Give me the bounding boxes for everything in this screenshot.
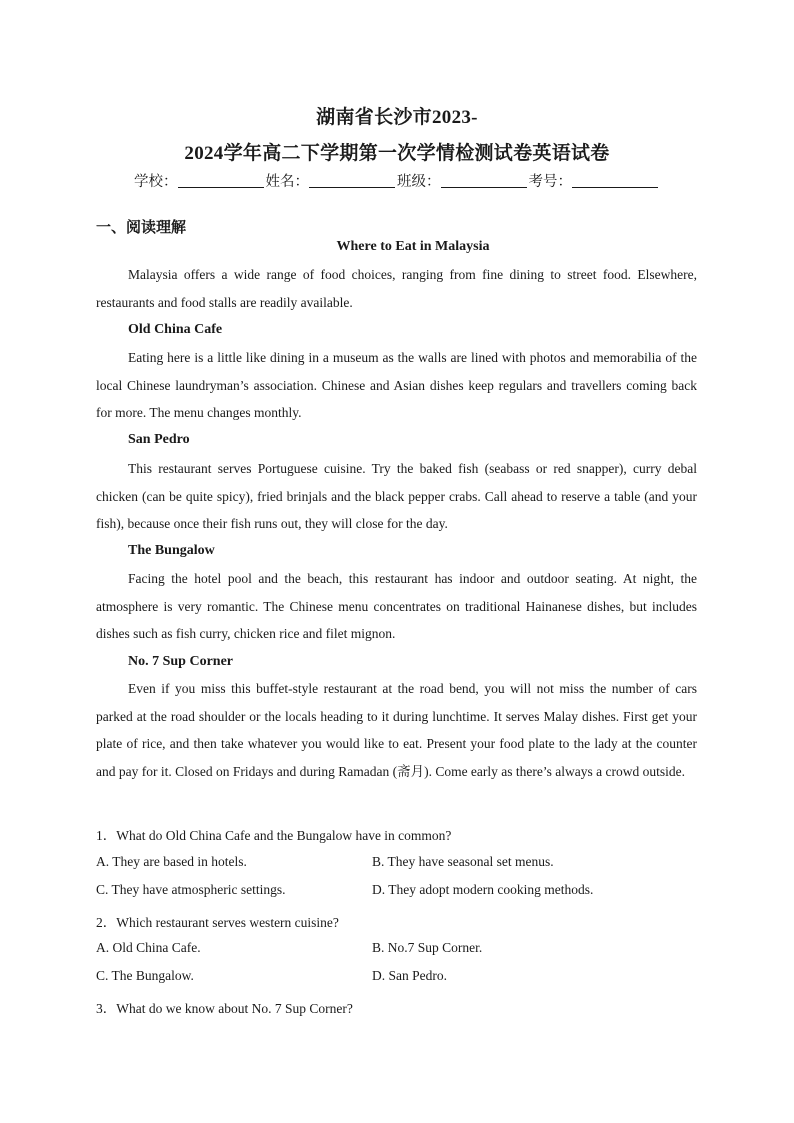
- section-heading: 一、阅读理解: [96, 220, 187, 236]
- restaurant-description: [96, 455, 697, 538]
- answer-option[interactable]: B. No.7 Sup Corner.: [372, 940, 483, 955]
- school-label: 学校：: [134, 174, 178, 190]
- name-blank[interactable]: [309, 173, 395, 188]
- restaurant-heading: San Pedro: [128, 432, 190, 447]
- restaurant-description-text: Eating here is a little like dining in a museum as the walls are lined with photos and memorabilia of the local Chinese laundryman’s association. Chinese and Asian dishes keep regulars and travellers coming back for more. The menu changes monthly.: [96, 350, 697, 421]
- passage-intro-text: Malaysia offers a wide range of food choices, ranging from fine dining to street food. Elsewhere, restaurants and food stalls are readily available.: [96, 267, 697, 310]
- answer-option[interactable]: A. They are based in hotels.: [96, 854, 247, 869]
- restaurant-description-text: Facing the hotel pool and the beach, this restaurant has indoor and outdoor seating. At night, the atmosphere is very romantic. The Chinese menu concentrates on traditional Hainanese dishes, but includes dishes such as fish curry, chicken rice and filet mignon.: [96, 571, 697, 642]
- answer-option[interactable]: C. The Bungalow.: [96, 968, 194, 983]
- exam-title-line-2: 2024学年高二下学期第一次学情检测试卷英语试卷: [184, 143, 610, 164]
- restaurant-heading: The Bungalow: [128, 543, 215, 558]
- class-label: 班级：: [397, 174, 441, 190]
- name-label: 姓名：: [265, 174, 309, 190]
- restaurant-description-text: Even if you miss this buffet-style restaurant at the road bend, you will not miss the number of cars parked at the road shoulder or the locals heading to it during lunchtime. It serves Malay dishes. First get your plate of rice, and then take whatever you would like to eat. Present your food plate to the lady at the counter and pay for it. Closed on Fridays and during Ramadan (斋月). Come early as there’s always a crowd outside.: [96, 681, 697, 779]
- restaurant-description: [96, 344, 697, 427]
- school-blank[interactable]: [178, 173, 264, 188]
- restaurant-description-text: This restaurant serves Portuguese cuisine. Try the baked fish (seabass or red snapper), curry debal chicken (can be quite spicy), fried brinjals and the black pepper crabs. Call ahead to reserve a table (and your fish), because once their fish runs out, they will close for the day.: [96, 461, 697, 532]
- restaurant-description: [96, 675, 697, 785]
- answer-option[interactable]: C. They have atmospheric settings.: [96, 882, 286, 897]
- restaurant-heading: No. 7 Sup Corner: [128, 654, 234, 669]
- student-info-line: [0, 170, 794, 191]
- restaurant-heading: Old China Cafe: [128, 322, 223, 337]
- answer-option[interactable]: D. They adopt modern cooking methods.: [372, 882, 594, 897]
- exam-number-label: 考号：: [528, 174, 572, 190]
- answer-option[interactable]: D. San Pedro.: [372, 968, 447, 983]
- question-stem: 3．What do we know about No. 7 Sup Corner?: [96, 1001, 353, 1016]
- passage-title: Where to Eat in Malaysia: [336, 239, 490, 254]
- passage-intro: [96, 261, 697, 316]
- exam-title-line-1: 湖南省长沙市2023-: [316, 107, 478, 128]
- restaurant-description: [96, 565, 697, 648]
- exam-number-blank[interactable]: [572, 173, 658, 188]
- answer-option[interactable]: B. They have seasonal set menus.: [372, 854, 554, 869]
- class-blank[interactable]: [441, 173, 527, 188]
- question-stem: 2．Which restaurant serves western cuisine?: [96, 915, 339, 930]
- answer-option[interactable]: A. Old China Cafe.: [96, 940, 201, 955]
- question-stem: 1．What do Old China Cafe and the Bungalow have in common?: [96, 828, 452, 843]
